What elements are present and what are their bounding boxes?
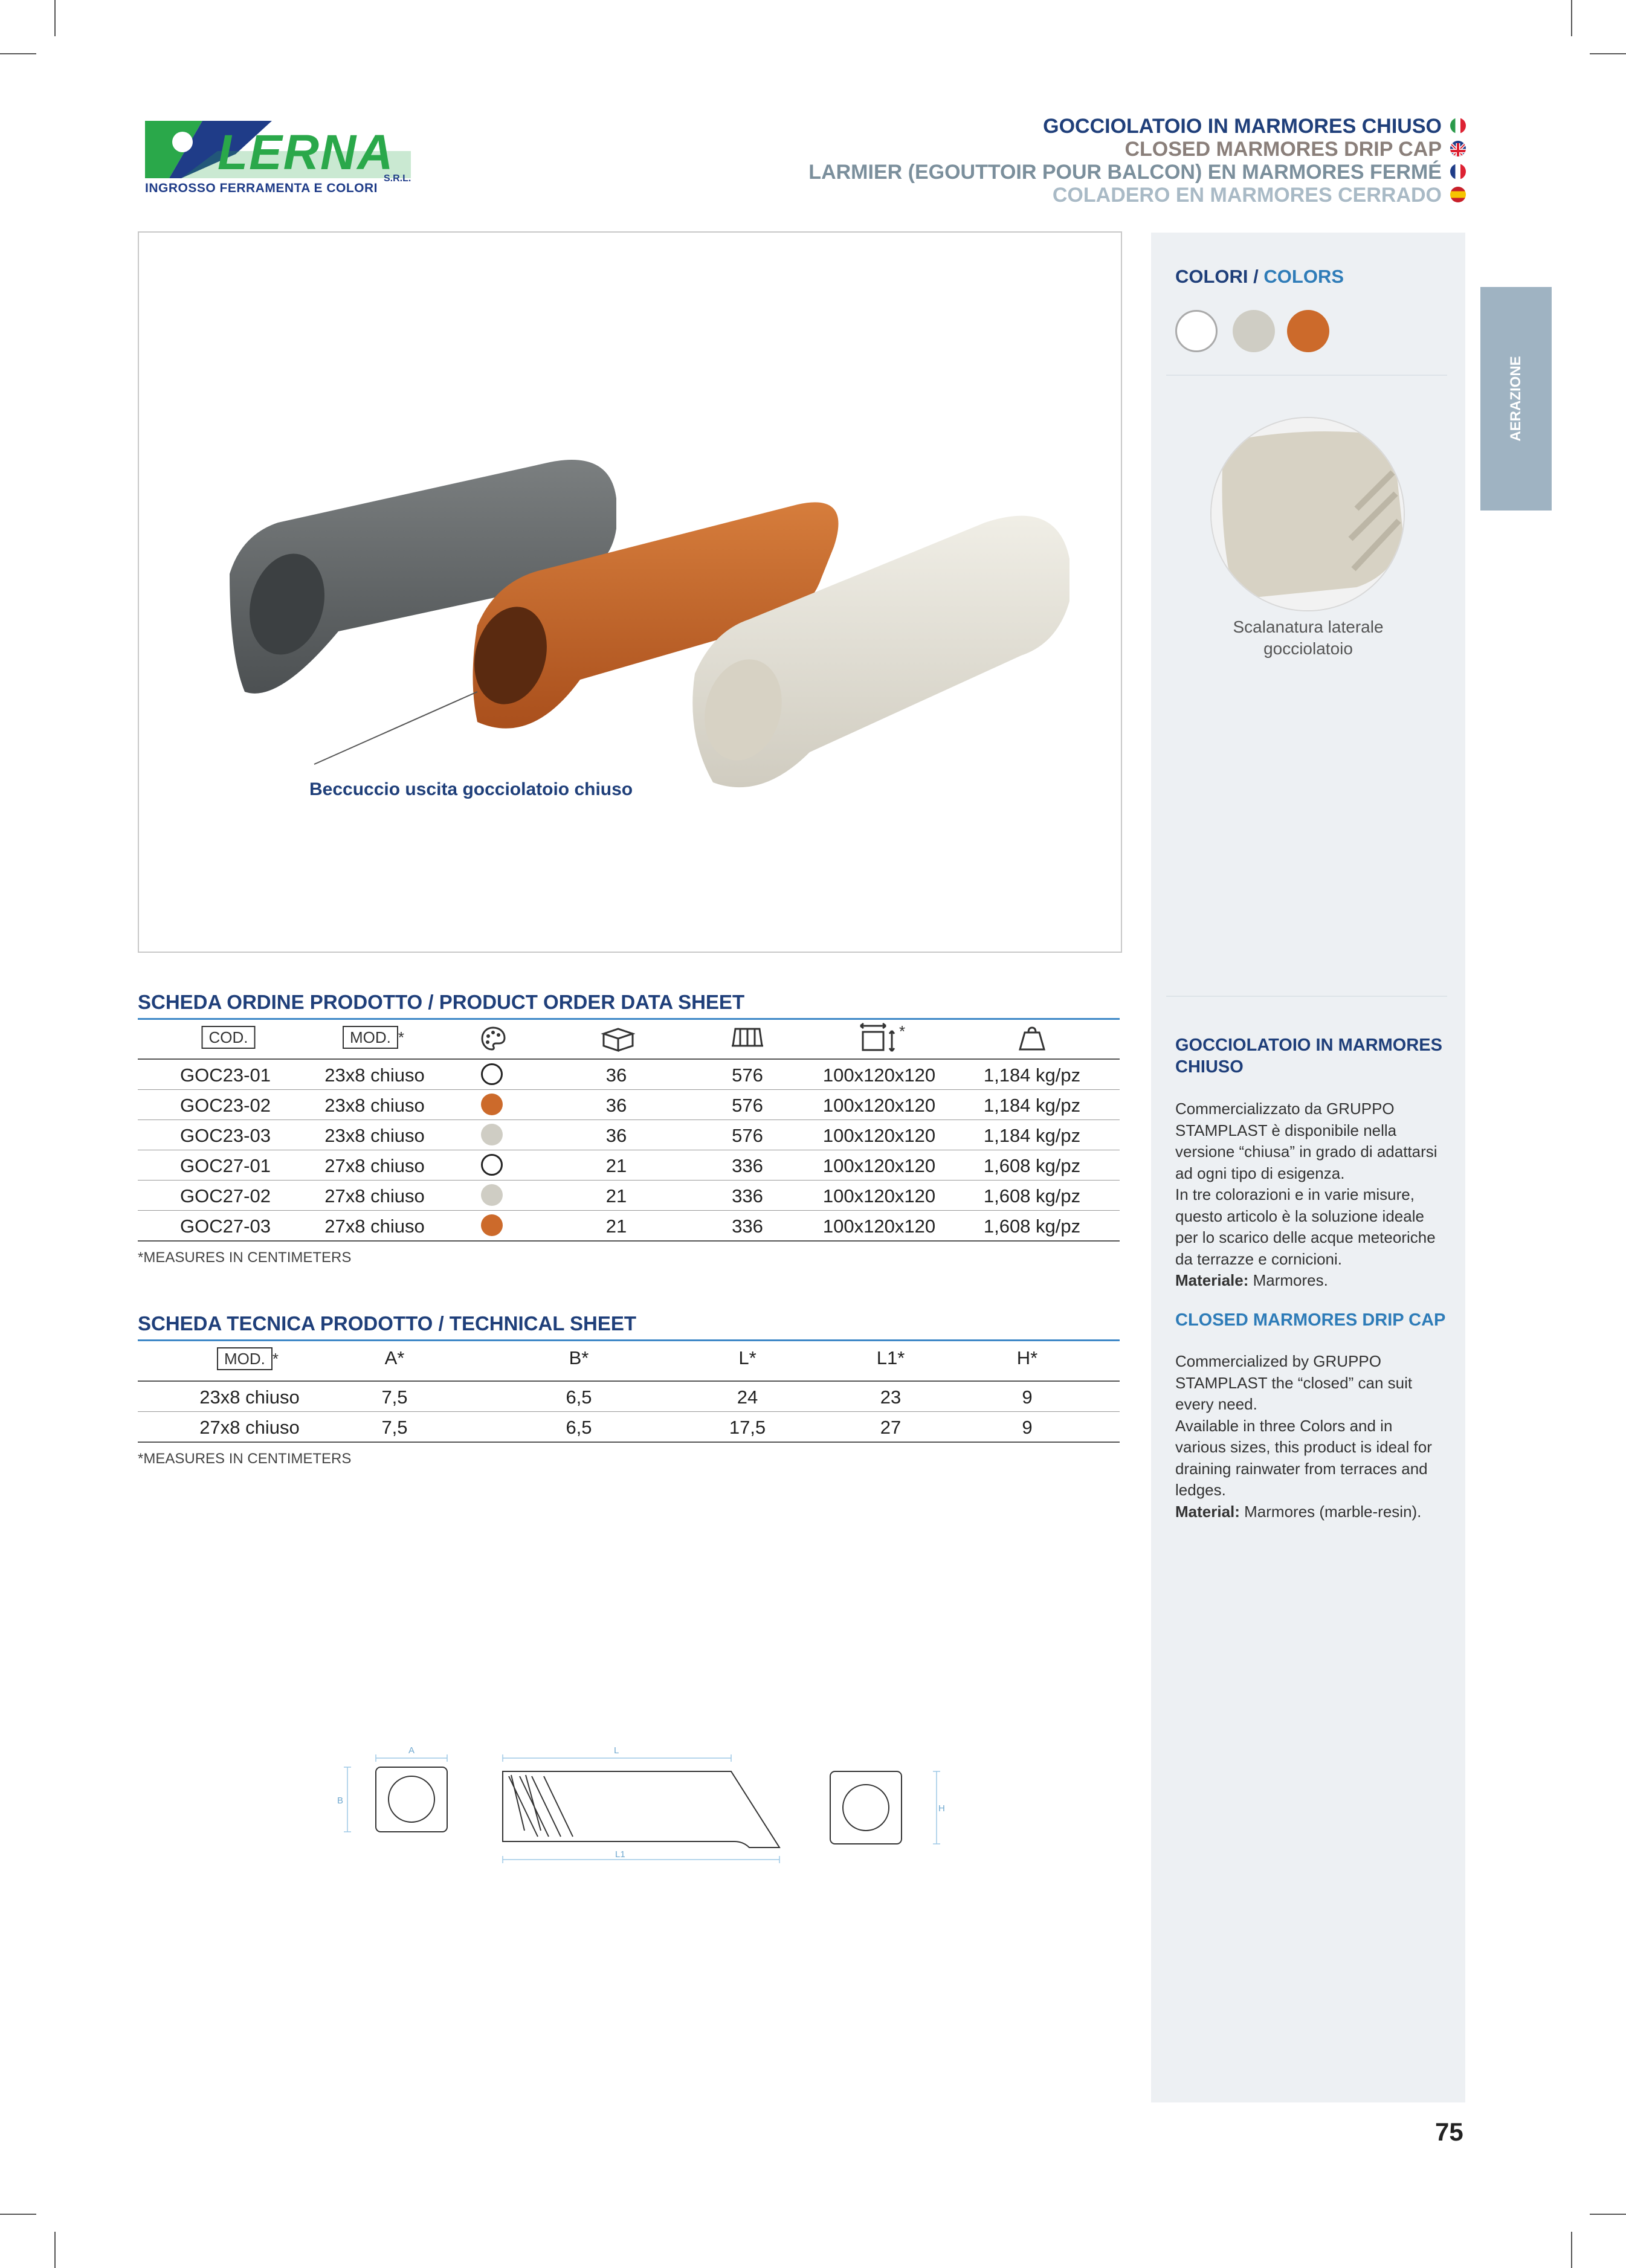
header-mod bbox=[343, 1028, 404, 1047]
title-italian bbox=[808, 115, 1466, 138]
cell-dim: 100x120x120 bbox=[822, 1065, 936, 1086]
cell-l: 17,5 bbox=[729, 1417, 766, 1438]
cell-weight: 1,608 kg/pz bbox=[983, 1216, 1081, 1237]
cell-pallet: 576 bbox=[732, 1125, 763, 1146]
photo-callout: Beccuccio uscita gocciolatoio chiuso bbox=[309, 779, 633, 799]
description-line: In tre colorazioni e in varie misure, bbox=[1175, 1185, 1415, 1203]
description-line: per lo scarico delle acque meteoriche bbox=[1175, 1228, 1436, 1246]
cell-pallet: 576 bbox=[732, 1065, 763, 1086]
material-line bbox=[1175, 1270, 1450, 1292]
description-line: da terrazze e cornicioni. bbox=[1175, 1249, 1343, 1268]
colors-heading-en: COLORS bbox=[1263, 266, 1344, 287]
description-line: questo articolo è la soluzione ideale bbox=[1175, 1206, 1424, 1225]
color-dot-beige bbox=[481, 1124, 503, 1145]
cell-dim: 100x120x120 bbox=[822, 1095, 936, 1116]
color-dot-orange bbox=[481, 1214, 503, 1236]
colors-heading bbox=[1175, 266, 1344, 288]
description-line: versione “chiusa” in grado di adattarsi bbox=[1175, 1142, 1437, 1161]
cell-cod: GOC23-03 bbox=[180, 1125, 271, 1146]
box-icon bbox=[600, 1025, 635, 1055]
flag-uk-icon bbox=[1450, 141, 1466, 156]
zoom-caption bbox=[1175, 616, 1441, 660]
tech-header-mod bbox=[217, 1350, 279, 1368]
color-swatch-orange[interactable] bbox=[1287, 310, 1329, 352]
colors-heading-it: COLORI bbox=[1175, 266, 1248, 287]
cell-box: 36 bbox=[605, 1065, 627, 1086]
tech-footnote: *MEASURES IN CENTIMETERS bbox=[138, 1451, 352, 1467]
title-fr-text: LARMIER (EGOUTTOIR POUR BALCON) EN MARMORES FERMÉ bbox=[808, 161, 1442, 184]
description-line: draining rainwater from terraces and bbox=[1175, 1459, 1428, 1478]
cell-cod: GOC23-02 bbox=[180, 1095, 271, 1116]
flag-spain-icon bbox=[1450, 187, 1466, 202]
divider bbox=[138, 1240, 1120, 1242]
material-value: Marmores (marble-resin). bbox=[1239, 1502, 1422, 1521]
cell-weight: 1,184 kg/pz bbox=[983, 1125, 1081, 1146]
description-line: ledges. bbox=[1175, 1481, 1226, 1499]
color-dot-white bbox=[481, 1154, 503, 1176]
color-swatch-white[interactable] bbox=[1175, 310, 1218, 352]
palette-icon bbox=[480, 1025, 506, 1055]
crop-mark bbox=[1590, 53, 1626, 54]
title-it-text: GOCCIOLATOIO IN MARMORES CHIUSO bbox=[1043, 115, 1442, 138]
title-en-text: CLOSED MARMORES DRIP CAP bbox=[1124, 138, 1442, 161]
brand-tagline: INGROSSO FERRAMENTA E COLORI bbox=[145, 181, 378, 195]
crop-mark bbox=[54, 2232, 56, 2268]
cell-l1: 23 bbox=[880, 1387, 902, 1408]
header-cod-label: COD. bbox=[202, 1026, 256, 1049]
cell-mod: 23x8 chiuso bbox=[324, 1095, 425, 1116]
cell-cod: GOC27-01 bbox=[180, 1155, 271, 1176]
divider bbox=[138, 1018, 1120, 1020]
description-line: Commercialized by GRUPPO bbox=[1175, 1352, 1381, 1370]
description-it bbox=[1175, 1098, 1450, 1292]
cell-dim: 100x120x120 bbox=[822, 1125, 936, 1146]
cell-weight: 1,184 kg/pz bbox=[983, 1095, 1081, 1116]
dim-label-l1: L1 bbox=[615, 1849, 625, 1860]
title-es-text: COLADERO EN MARMORES CERRADO bbox=[1052, 184, 1442, 207]
divider bbox=[138, 1411, 1120, 1412]
tech-header-l1: L1* bbox=[876, 1347, 905, 1368]
description-line: STAMPLAST è disponibile nella bbox=[1175, 1121, 1397, 1139]
cell-mod: 27x8 chiuso bbox=[324, 1185, 425, 1206]
description-line: every need. bbox=[1175, 1395, 1257, 1413]
material-line bbox=[1175, 1501, 1450, 1523]
cell-dim: 100x120x120 bbox=[822, 1216, 936, 1237]
cell-box: 36 bbox=[605, 1125, 627, 1146]
crop-mark bbox=[54, 0, 56, 36]
title-french bbox=[808, 161, 1466, 184]
cell-mod: 27x8 chiuso bbox=[199, 1417, 300, 1438]
pallet-icon bbox=[731, 1025, 764, 1052]
description-line: ad ogni tipo di esigenza. bbox=[1175, 1164, 1345, 1182]
tech-header-b: B* bbox=[569, 1347, 589, 1368]
divider bbox=[138, 1180, 1120, 1181]
tech-header-a: A* bbox=[384, 1347, 405, 1368]
tech-header-l: L* bbox=[738, 1347, 757, 1368]
cell-pallet: 336 bbox=[732, 1216, 763, 1237]
divider bbox=[138, 1058, 1120, 1060]
product-photo bbox=[138, 231, 1122, 953]
material-label: Materiale: bbox=[1175, 1271, 1249, 1289]
svg-text:S.R.L.: S.R.L. bbox=[384, 173, 411, 184]
cell-mod: 23x8 chiuso bbox=[324, 1125, 425, 1146]
crop-mark bbox=[1590, 2214, 1626, 2215]
cell-h: 9 bbox=[1022, 1387, 1033, 1408]
tech-sheet-title: SCHEDA TECNICA PRODOTTO / TECHNICAL SHEET bbox=[138, 1312, 637, 1335]
page-number: 75 bbox=[1435, 2118, 1463, 2146]
header-dim-asterisk: * bbox=[899, 1022, 906, 1040]
cell-a: 7,5 bbox=[381, 1387, 408, 1408]
dim-label-l: L bbox=[614, 1745, 619, 1756]
divider bbox=[138, 1089, 1120, 1090]
cell-pallet: 336 bbox=[732, 1155, 763, 1176]
divider bbox=[138, 1380, 1120, 1382]
tech-header-h: H* bbox=[1016, 1347, 1038, 1368]
cell-h: 9 bbox=[1022, 1417, 1033, 1438]
order-footnote: *MEASURES IN CENTIMETERS bbox=[138, 1249, 352, 1266]
cell-l: 24 bbox=[737, 1387, 758, 1408]
dim-label-h: H bbox=[938, 1803, 945, 1814]
divider bbox=[1166, 375, 1447, 376]
description-line: various sizes, this product is ideal for bbox=[1175, 1438, 1432, 1456]
divider bbox=[138, 1210, 1120, 1211]
product-titles bbox=[808, 115, 1466, 207]
zoom-caption-line2: gocciolatoio bbox=[1263, 639, 1353, 658]
cell-weight: 1,608 kg/pz bbox=[983, 1155, 1081, 1176]
technical-drawing bbox=[332, 1740, 967, 1873]
crop-mark bbox=[1571, 2232, 1572, 2268]
flag-france-icon bbox=[1450, 164, 1466, 179]
order-sheet-title: SCHEDA ORDINE PRODOTTO / PRODUCT ORDER DATA SHEET bbox=[138, 991, 745, 1013]
crop-mark bbox=[0, 53, 36, 54]
cell-dim: 100x120x120 bbox=[822, 1155, 936, 1176]
description-it-title: GOCCIOLATOIO IN MARMORES CHIUSO bbox=[1175, 1036, 1442, 1077]
color-dot-orange bbox=[481, 1094, 503, 1115]
divider bbox=[138, 1442, 1120, 1443]
cell-b: 6,5 bbox=[566, 1387, 592, 1408]
detail-zoom-image bbox=[1210, 417, 1405, 611]
divider bbox=[1166, 996, 1447, 997]
cell-box: 21 bbox=[605, 1185, 627, 1206]
description-line: Available in three Colors and in bbox=[1175, 1416, 1393, 1435]
color-swatch-beige[interactable] bbox=[1233, 310, 1275, 352]
header-mod-asterisk: * bbox=[398, 1028, 405, 1046]
dim-label-b: B bbox=[337, 1796, 344, 1806]
section-tab-label: AERAZIONE bbox=[1508, 356, 1524, 442]
header-mod-label: MOD. bbox=[343, 1026, 398, 1049]
cell-mod: 27x8 chiuso bbox=[324, 1216, 425, 1237]
cell-a: 7,5 bbox=[381, 1417, 408, 1438]
svg-text:LERNA: LERNA bbox=[218, 125, 395, 180]
cell-mod: 23x8 chiuso bbox=[199, 1387, 300, 1408]
color-dot-white bbox=[481, 1063, 503, 1085]
title-english bbox=[808, 138, 1466, 161]
cell-box: 36 bbox=[605, 1095, 627, 1116]
crop-mark bbox=[1571, 0, 1572, 36]
cell-cod: GOC23-01 bbox=[180, 1065, 271, 1086]
cell-pallet: 576 bbox=[732, 1095, 763, 1116]
cell-cod: GOC27-02 bbox=[180, 1185, 271, 1206]
description-line: STAMPLAST the “closed” can suit bbox=[1175, 1373, 1413, 1392]
flag-italy-icon bbox=[1450, 118, 1466, 134]
weight-icon bbox=[1018, 1025, 1047, 1055]
cell-l1: 27 bbox=[880, 1417, 902, 1438]
cell-weight: 1,608 kg/pz bbox=[983, 1185, 1081, 1206]
cell-dim: 100x120x120 bbox=[822, 1185, 936, 1206]
cell-b: 6,5 bbox=[566, 1417, 592, 1438]
tech-header-mod-asterisk: * bbox=[272, 1350, 279, 1368]
color-dot-beige bbox=[481, 1184, 503, 1206]
tech-header-mod-label: MOD. bbox=[217, 1347, 273, 1370]
cell-box: 21 bbox=[605, 1155, 627, 1176]
cell-mod: 23x8 chiuso bbox=[324, 1065, 425, 1086]
cell-cod: GOC27-03 bbox=[180, 1216, 271, 1237]
description-line: Commercializzato da GRUPPO bbox=[1175, 1100, 1395, 1118]
cell-weight: 1,184 kg/pz bbox=[983, 1065, 1081, 1086]
dim-label-a: A bbox=[408, 1745, 415, 1756]
title-spanish bbox=[808, 184, 1466, 207]
divider bbox=[138, 1339, 1120, 1341]
cell-mod: 27x8 chiuso bbox=[324, 1155, 425, 1176]
dimensions-icon bbox=[858, 1022, 906, 1057]
material-label: Material: bbox=[1175, 1502, 1240, 1521]
description-en-title: CLOSED MARMORES DRIP CAP bbox=[1175, 1310, 1446, 1330]
cell-box: 21 bbox=[605, 1216, 627, 1237]
description-en bbox=[1175, 1351, 1450, 1522]
section-tab-aerazione[interactable] bbox=[1480, 287, 1552, 511]
crop-mark bbox=[0, 2214, 36, 2215]
cell-pallet: 336 bbox=[732, 1185, 763, 1206]
material-value: Marmores. bbox=[1248, 1271, 1328, 1289]
zoom-caption-line1: Scalanatura laterale bbox=[1233, 617, 1384, 636]
colors-heading-separator: / bbox=[1248, 266, 1264, 287]
header-cod bbox=[202, 1028, 256, 1047]
